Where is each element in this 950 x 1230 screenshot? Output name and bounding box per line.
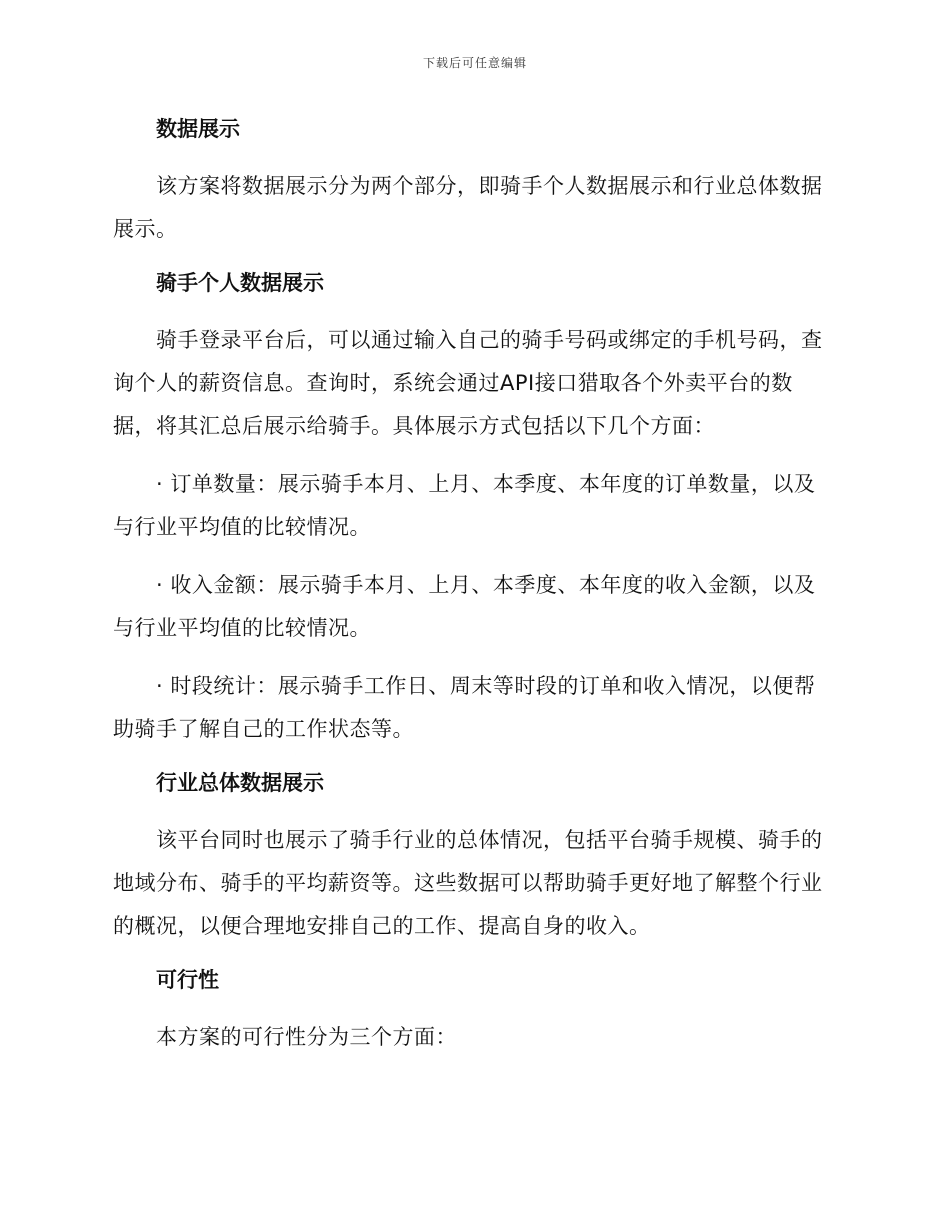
paragraph-industry-overview: 该平台同时也展示了骑手行业的总体情况，包括平台骑手规模、骑手的地域分布、骑手的平均薪资等。这些数据可以帮助骑手更好地了解整个行业的概况，以便合理地安排自己的工作、提高自身的收入。 <box>113 828 823 938</box>
header-note: 下载后可任意编辑 <box>422 56 527 70</box>
section-heading-industry-data: 行业总体数据展示 <box>156 771 324 795</box>
bullet-time-statistics: · 时段统计：展示骑手工作日、周末等时段的订单和收入情况，以便帮助骑手了解自己的工作状态等。 <box>113 674 816 741</box>
document-body <box>113 112 831 1059</box>
bullet-order-count: · 订单数量：展示骑手本月、上月、本季度、本年度的订单数量，以及与行业平均值的比较情况。 <box>113 472 816 539</box>
paragraph-overview: 该方案将数据展示分为两个部分，即骑手个人数据展示和行业总体数据展示。 <box>113 174 823 241</box>
section-heading-feasibility: 可行性 <box>156 968 219 992</box>
section-heading-rider-data: 骑手个人数据展示 <box>156 271 324 295</box>
section-heading-data-display: 数据展示 <box>156 117 240 141</box>
paragraph-feasibility-intro: 本方案的可行性分为三个方面： <box>156 1025 457 1049</box>
bullet-income-amount: · 收入金额：展示骑手本月、上月、本季度、本年度的收入金额，以及与行业平均值的比较情况。 <box>113 573 816 640</box>
paragraph-rider-login: 骑手登录平台后，可以通过输入自己的骑手号码或绑定的手机号码，查询个人的薪资信息。查询时，系统会通过API接口猎取各个外卖平台的数据，将其汇总后展示给骑手。具体展示方式包括以下几个方面： <box>113 328 823 438</box>
